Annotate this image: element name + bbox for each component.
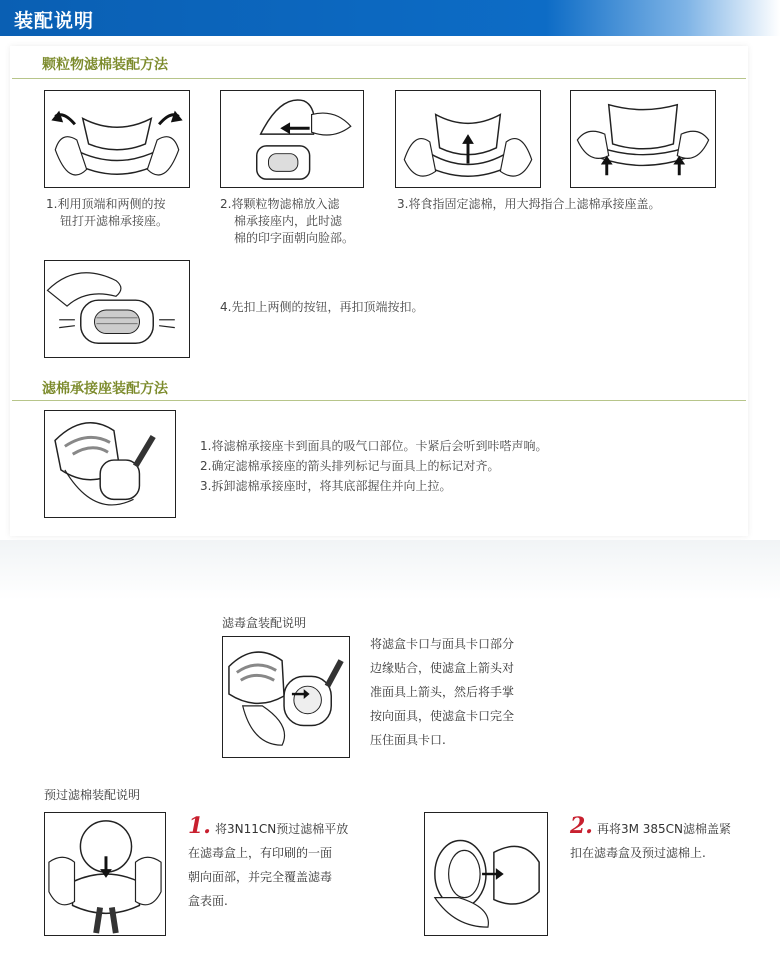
section-divider (12, 78, 746, 79)
prefilter-step1-text: 1. 将3N11CN预过滤棉平放 在滤毒盒上，有印刷的一面 朝向面部，并完全覆盖滤毒 盒表面. (188, 813, 349, 908)
cartridge-section-title: 滤毒盒装配说明 (222, 616, 307, 630)
holder-section-title: 滤棉承接座装配方法 (42, 381, 168, 397)
prefilter-step2-text: 2. 再将3M 385CN滤棉盖紧 扣在滤毒盒及预过滤棉上. (570, 813, 732, 860)
particle-section-title: 颗粒物滤棉装配方法 (42, 57, 168, 73)
cartridge-instructions: 将滤盒卡口与面具卡口部分 边缘贴合，使滤盒上箭头对 准面具上箭头，然后将手掌 按向面具，使滤盒卡口完全 压住面具卡口. (370, 637, 515, 747)
step3-detail-illustration (570, 90, 716, 188)
prefilter-step2-illustration (424, 812, 548, 936)
page-title: 装配说明 (14, 10, 95, 32)
section-divider (12, 400, 746, 401)
step4-illustration (44, 260, 190, 358)
separator-band (0, 540, 780, 600)
prefilter-section-title: 预过滤棉装配说明 (44, 788, 141, 802)
step4-caption: 4.先扣上两侧的按钮，再扣顶端按扣。 (220, 300, 424, 314)
holder-instructions: 1.将滤棉承接座卡到面具的吸气口部位。卡紧后会听到咔嗒声响。 2.确定滤棉承接座的箭头排列标记与面具上的标记对齐。 3.拆卸滤棉承接座时，将其底部握住并向上拉。 (200, 439, 548, 493)
step-number-1: 1. (188, 813, 211, 839)
step2-caption: 2.将颗粒物滤棉放入滤 棉承接座内，此时滤 棉的印字面朝向脸部。 (220, 197, 355, 245)
step1-caption: 1.利用顶端和两侧的按 钮打开滤棉承接座。 (46, 197, 169, 228)
step3-caption: 3.将食指固定滤棉，用大拇指合上滤棉承接座盖。 (397, 197, 661, 211)
step3-illustration (395, 90, 541, 188)
step2-illustration (220, 90, 364, 188)
cartridge-illustration (222, 636, 350, 758)
step-number-2: 2. (570, 813, 593, 839)
header-banner (0, 0, 780, 36)
holder-illustration (44, 410, 176, 518)
prefilter-step1-illustration (44, 812, 166, 936)
step1-illustration (44, 90, 190, 188)
